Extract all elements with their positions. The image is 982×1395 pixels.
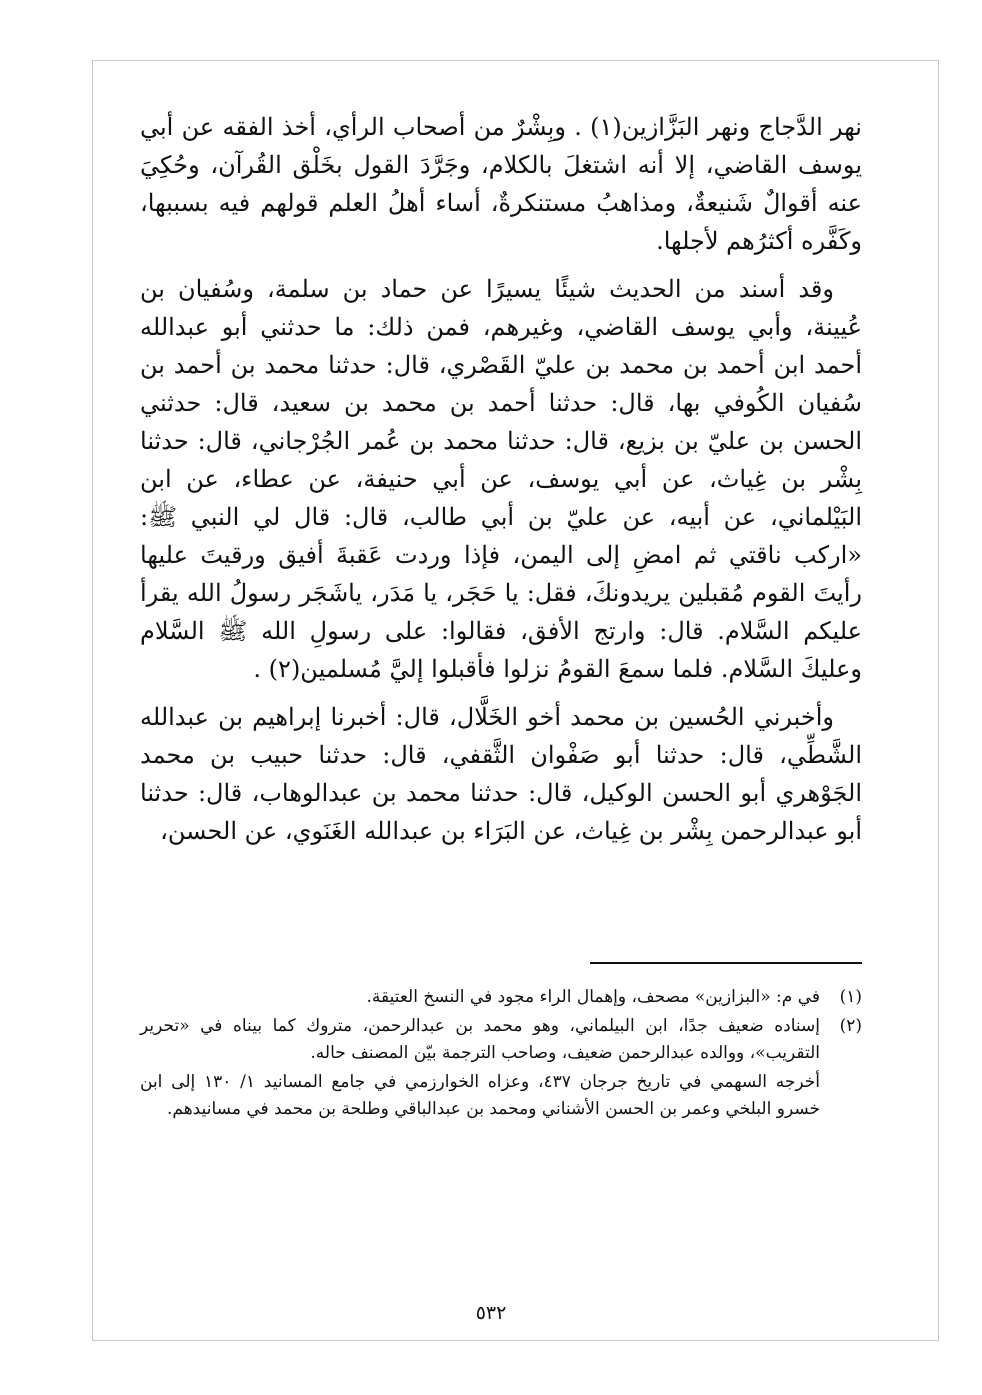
scan-guide-right [938, 60, 939, 1340]
scan-guide-top [92, 60, 939, 61]
footnote-2-continuation: أخرجه السهمي في تاريخ جرجان ٤٣٧، وعزاه الخوارزمي في جامع المسانيد ١/ ١٣٠ إلى ابن خسرو البلخي وعمر بن الحسن الأشناني ومحمد بن عبدالباقي وطلحة بن محمد في مسانيدهم. [140, 1072, 820, 1119]
footnote-2 [140, 1013, 862, 1067]
footnote-text: في م: «البزازين» مصحف، وإهمال الراء مجود في النسخ العتيقة. [366, 987, 820, 1007]
footnote-separator [590, 962, 862, 964]
paragraph-2: وقد أسند من الحديث شيئًا يسيرًا عن حماد بن سلمة، وسُفيان بن عُيينة، وأبي يوسف القاضي، وغيرهم، فمن ذلك: ما حدثني أبو عبدالله أحمد ابن أحمد بن محمد بن عليّ القَصْري، قال: حدثنا محمد بن أحمد بن سُفيان الكُوفي بها، قال: حدثنا أحمد بن محمد بن سعيد، قال: حدثني الحسن بن عليّ بن بزيع، قال: حدثنا محمد بن عُمر الجُرْجاني، قال: حدثنا بِشْر بن غِياث، عن أبي يوسف، عن أبي حنيفة، عن عطاء، عن ابن البَيْلماني، عن أبيه، عن عليّ بن أبي طالب، قال: قال لي النبي ﷺ: «اركب ناقتي ثم امضِ إلى اليمن، فإذا وردت عَقبةَ أفيق ورقيتَ عليها رأيتَ القوم مُقبلين يريدونكَ، فقل: يا حَجَر، يا مَدَر، ياشَجَر رسولُ الله يقرأ عليكم السَّلام. قال: وارتج الأفق، فقالوا: على رسولِ الله ﷺ السَّلام وعليكَ السَّلام. فلما سمعَ القومُ نزلوا فأقبلوا إليَّ مُسلمين(٢) . [140, 275, 862, 683]
footnote-1 [140, 984, 862, 1011]
scan-guide-left [92, 60, 93, 1340]
paragraph-3: وأخبرني الحُسين بن محمد أخو الخَلَّال، قال: أخبرنا إبراهيم بن عبدالله الشَّطِّي، قال: حدثنا أبو صَفْوان الثَّقفي، قال: حدثنا حبيب بن محمد الجَوْهري أبو الحسن الوكيل، قال: حدثنا محمد بن عبدالوهاب، قال: حدثنا أبو عبدالرحمن بِشْر بن غِياث، عن البَرَاء بن عبدالله الغَنَوي، عن الحسن، [140, 703, 863, 845]
footnote-number: (٢) [839, 1016, 862, 1036]
footnote-text: إسناده ضعيف جدًا، ابن البيلماني، وهو محمد بن عبدالرحمن، متروك كما بيناه في «تحرير التقريب»، ووالده عبدالرحمن ضعيف، وصاحب الترجمة بيّن المصنف حاله. [140, 1016, 820, 1063]
main-text [140, 108, 862, 860]
footnote-number: (١) [839, 987, 862, 1007]
footnotes [140, 984, 862, 1123]
paragraph-1: نهر الدَّجاج ونهر البَزَّازين(١) . وبِشْرٌ من أصحاب الرأي، أخذ الفقه عن أبي يوسف القاضي، إلا أنه اشتغلَ بالكلام، وجَرَّدَ القول بخَلْق القُرآن، وحُكِيَ عنه أقوالٌ شَنيعةٌ، ومذاهبُ مستنكرةٌ، أساء أهلُ العلم قولهم فيه بسببها، وكَفَّره أكثرُهم لأجلها. [140, 113, 862, 255]
page-number: ٥٣٢ [475, 1302, 507, 1324]
scan-guide-bottom [92, 1340, 939, 1341]
